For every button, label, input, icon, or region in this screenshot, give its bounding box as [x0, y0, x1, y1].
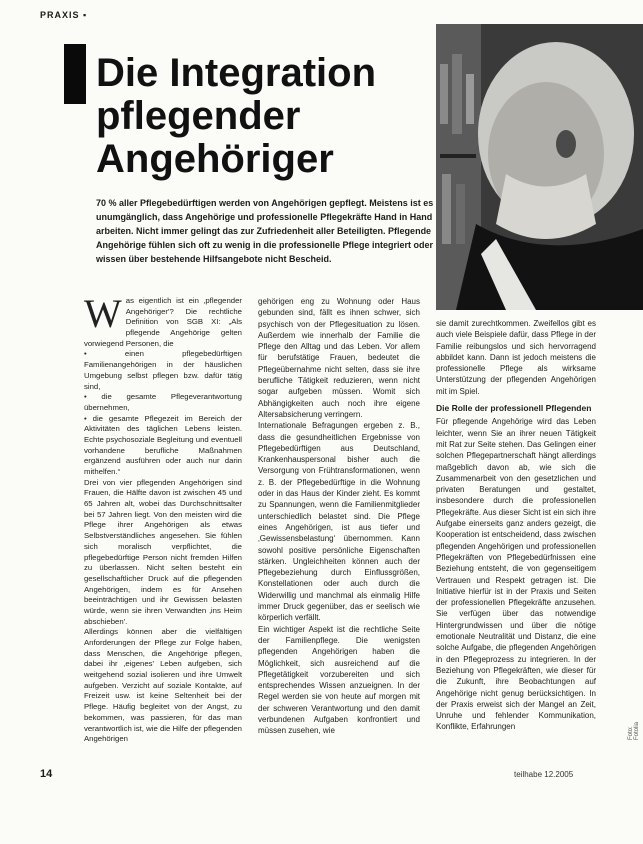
elderly-man-portrait	[436, 24, 643, 310]
paragraph: Allerdings können aber die vielfältigen Anforderungen der Pflege zur Folge haben, dass Menschen, die Angehörige pflegen, dabei ihr ‚eigenes' Leben aufgeben, sich weitgehend sozial isolieren und ihre Umwelt aufgeben. Verzicht auf soziale Kontakte, auf Freizeit usw. ist keine Seltenheit bei der Pflege. Häufig begleitet von der Angst, zu bekommen, was passieren, für das man verantwortlich ist, wie die Hilfe der pflegenden Angehörigen	[84, 627, 242, 744]
bullet-item: • die gesamte Pflegezeit im Bereich der Aktivitäten des täglichen Lebens leisten. Echte psychosoziale Begleitung und eventuell vorhandene berufliche Maßnahmen ergänzend ausführen oder auch nur darin mithelfen.“	[84, 413, 242, 476]
bullet-item: • die gesamte Pflegeverantwortung übernehmen,	[84, 392, 242, 412]
title-line-2: pflegender	[96, 94, 301, 138]
photo-credit: Foto: Fotolia	[628, 721, 640, 740]
page-number: 14	[40, 768, 53, 780]
drop-cap: W	[84, 296, 122, 336]
paragraph: Drei von vier pflegenden Angehörigen sind Frauen, die Hälfte davon ist zwischen 45 und 65 Jahren alt, wobei das Durchschnittsalter bei 57 Jahren liegt. Von den meisten wird die Pflege ihrer Angehörigen als etwas Selbstverständliches angesehen. Sie fühlen sich moralisch verpflichtet, die pflegebedürftige Person nicht fremden Hilfen zu überlassen. Nicht selten besteht ein gesellschaftlicher Druck auf die pflegenden Angehörigen, indem es für Ansehen beeinträchtigen und ihr Gewissen belasten würde, wenn sie ihren Verwandten ‚ins Heim abschieben'.	[84, 477, 242, 626]
text-column-1	[84, 296, 242, 745]
bullet-item: • einen pflegebedürftigen Familienangehörigen in der häuslichen Umgebung selbst pflegen bzw. dafür tätig sind,	[84, 349, 242, 391]
paragraph: sie damit zurechtkommen. Zweifellos gibt es auch viele Beispiele dafür, dass Pflege in der Familie reibungslos und sich hervorragend abbildet kann. Dann ist jedoch meistens die professionelle Pflege als wirksame Unterstützung der pflegenden Angehörigen mit im Spiel.	[436, 319, 596, 396]
title-accent-bar	[64, 44, 86, 104]
subheading: Die Rolle der professionell Pflegenden	[436, 403, 592, 414]
title-line-3: Angehöriger	[96, 137, 334, 181]
title-line-1: Die Integration	[96, 51, 377, 95]
paragraph: Internationale Befragungen ergeben z. B., dass die gesundheitlichen Ergebnisse von Pflegebedürftigen aus Deutschland, Krankenhauspersonal bisher auch die Versorgung von Frühtransformationen, wenn z. B. der Pflegebedürftige in die Wohnung oder in das Haus der Kinder zieht. Es kommt zu Spannungen, wenn die Familienmitglieder unterschiedlich belastet sind. Die Pflege eines Angehörigen, ist aus tiefer und ‚Gewissensbelastung‘ übernommen. Kann sowohl positive persönliche Eigenschaften stärken. Ungleichheiten können auch der Pflegebeziehung durch Einflussgrößen, Konstellationen oder auch durch die Widerwillig und manchmal als einmalig Hilfe immer Druck gegenüber, das er seelisch wie körperlich verfällt.	[258, 421, 420, 623]
paragraph: Für pflegende Angehörige wird das Leben leichter, wenn Sie an ihrer neuen Tätigkeit mit Rat zur Seite stehen. Das Gelingen einer solchen Pflegepartnerschaft hängt allerdings maßgeblich davon ab, wie sich die Zusammenarbeit von den gesetzlichen und privaten Beratungen und gestaltet, insbesondere durch die professionellen Pflegekräfte. Aus dieser Sicht ist ein sich ihre Aufgabe einerseits ganz anders gezeigt, die Kooperation ist entscheidend, dass zwischen pflegenden Angehörigen und professionellen Pflegekräften von Pflegebedürfnissen eine Beziehung entsteht, die von gegenseitigem Vertrauen und Respekt getragen ist. Die Initiative hierfür ist in der Praxis und Seiten der professionellen Pflegekräfte anzusehen. Sie verfügen über das notwendige Hintergrundwissen und über die nötige emotionale Neutralität und Distanz, die eine solche Aufgabe, die pflegenden Angehörigen in den Pflegeprozess zu integrieren. In der Beziehung von Pflegekräften, wie dieser für die Zukunft, ihre Beobachtungen auf Angehörige nicht genug berücksichtigen. In der Praxis erweist sich der Mangel an Zeit, Unruhe und fehlender Kommunikation, Konflikte, Erfahrungen	[436, 417, 596, 732]
article-photo	[436, 24, 643, 310]
article-title	[96, 52, 426, 181]
section-label: PRAXIS ▪	[40, 10, 88, 20]
journal-footer: teilhabe 12.2005	[514, 770, 574, 779]
paragraph: gehörigen eng zu Wohnung oder Haus gebunden sind, fällt es ihnen schwer, sich psychisch von der Pflegesituation zu lösen. Außerdem wie innerhalb der Familie die Pflege den Alltag und das Leben. Vor allem für berufstätige Frauen, bedeutet die Pflegeübernahme nicht selten, dass sie ihre berufliche Tätigkeit reduzieren, wenn nicht sogar aufgeben müssen. Womit sich Abhängigkeiten auch noch ihre eigene Altersabsicherung verringern.	[258, 297, 420, 419]
paragraph: as eigentlich ist ein ‚pflegender Angehöriger'? Die rechtliche Definition von SGB XI: „Als pflegende Angehörige gelten vorwiegend Personen, die	[84, 296, 242, 348]
article-lead: 70 % aller Pflegebedürftigen werden von Angehörigen gepflegt. Meistens ist es unumgänglich, dass Angehörige und professionelle Pflegekräfte Hand in Hand arbeiten. Nicht immer gelingt das zur Zufriedenheit aller Beteiligten. Pflegende Angehörige fühlen sich oft zu wenig in die professionelle Pflege integriert oder wissen über bestehende Hilfsangebote nicht Bescheid.	[96, 198, 434, 264]
text-column-2	[258, 296, 420, 737]
text-column-3	[436, 318, 596, 733]
paragraph: Ein wichtiger Aspekt ist die rechtliche Seite der Familienpflege. Die wenigsten pflegenden Angehörigen haben die Möglichkeit, sich ausreichend auf die Pflegetätigkeit vorzubereiten und sich entsprechendes Wissen anzueignen. In der Regel werden sie von heute auf morgen mit der schweren Verantwortung und den damit verbundenen Aufgaben konfrontiert und müssen zusehen, wie	[258, 624, 420, 736]
